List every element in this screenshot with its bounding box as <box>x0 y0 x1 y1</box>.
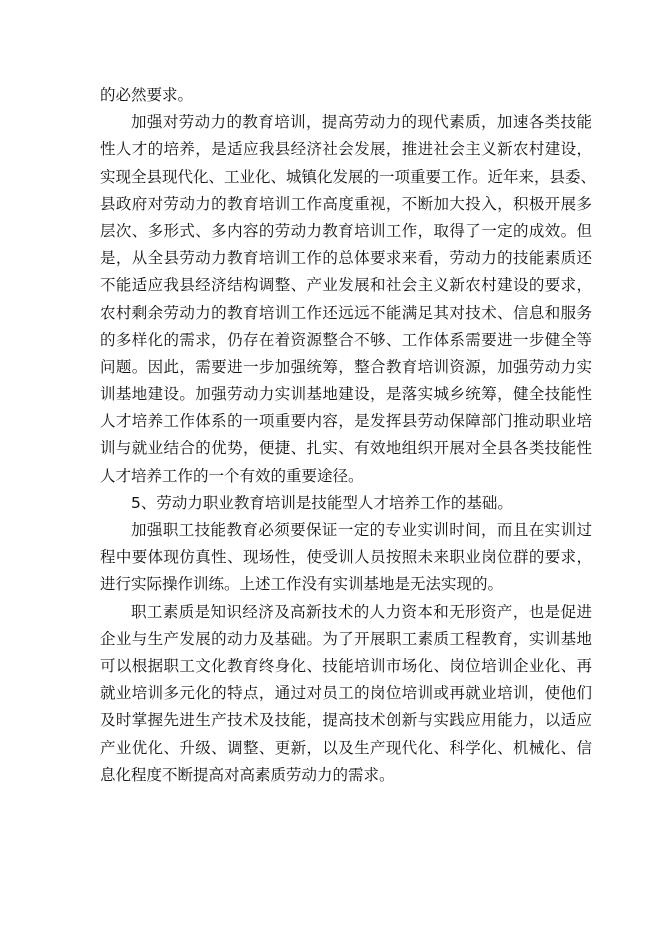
text-line: 实现全县现代化、工业化、城镇化发展的一项重要工作。近年来，县委、 <box>100 167 597 186</box>
text-line: 训与就业结合的优势，便捷、扎实、有效地组织开展对全县各类技能性 <box>100 439 592 458</box>
text-line: 人才培养工作的一个有效的重要途径。 <box>100 466 364 485</box>
text-line: 农村剩余劳动力的教育培训工作还远远不能满足其对技术、信息和服务 <box>100 303 592 322</box>
text-line: 的必然要求。 <box>100 86 194 104</box>
text-line: 训基地建设。加强劳动力实训基地建设，是落实城乡统筹，健全技能性 <box>100 385 592 404</box>
text-line: 进行实际操作训练。上述工作没有实训基地是无法实现的。 <box>100 575 504 594</box>
text-line: 不能适应我县经济结构调整、产业发展和社会主义新农村建设的要求， <box>100 276 592 295</box>
text-line: 问题。因此，需要进一步加强统筹，整合教育培训资源，加强劳动力实 <box>100 357 592 376</box>
text-line: 人才培养工作体系的一项重要内容，是发挥县劳动保障部门推动职业培 <box>100 412 592 431</box>
text-line: 就业培训多元化的特点，通过对员工的岗位培训或再就业培训，使他们 <box>100 684 592 703</box>
text-line: 程中要体现仿真性、现场性，使受训人员按照未来职业岗位群的要求， <box>100 548 592 567</box>
text-line: 层次、多形式、多内容的劳动力教育培训工作，取得了一定的成效。但 <box>100 221 592 240</box>
text-line: 可以根据职工文化教育终身化、技能培训市场化、岗位培训企业化、再 <box>100 656 592 675</box>
text-line: 是，从全县劳动力教育培训工作的总体要求来看，劳动力的技能素质还 <box>100 249 592 268</box>
paragraph-start-line: 加强职工技能教育必须要保证一定的专业实训时间，而且在实训过 <box>131 521 592 539</box>
document-body <box>100 82 597 789</box>
paragraph-start-line: 加强对劳动力的教育培训，提高劳动力的现代素质，加速各类技能 <box>131 113 592 132</box>
text-line: 企业与生产发展的动力及基础。为了开展职工素质工程教育，实训基地 <box>100 629 592 648</box>
paragraph-start-line: 职工素质是知识经济及高新技术的人力资本和无形资产，也是促进 <box>131 602 592 621</box>
text-line: 产业优化、升级、调整、更新，以及生产现代化、科学化、机械化、信 <box>100 738 592 757</box>
text-line: 的多样化的需求，仍存在着资源整合不够、工作体系需要进一步健全等 <box>100 330 592 349</box>
text-line: 及时掌握先进生产技术及技能，提高技术创新与实践应用能力，以适应 <box>100 711 592 730</box>
section-heading: 5、劳动力职业教育培训是技能型人才培养工作的基础。 <box>131 493 513 512</box>
text-line: 县政府对劳动力的教育培训工作高度重视，不断加大投入，积极开展多 <box>100 194 592 213</box>
text-line: 性人才的培养，是适应我县经济社会发展，推进社会主义新农村建设， <box>100 140 592 159</box>
text-line: 息化程度不断提高对高素质劳动力的需求。 <box>100 765 395 784</box>
